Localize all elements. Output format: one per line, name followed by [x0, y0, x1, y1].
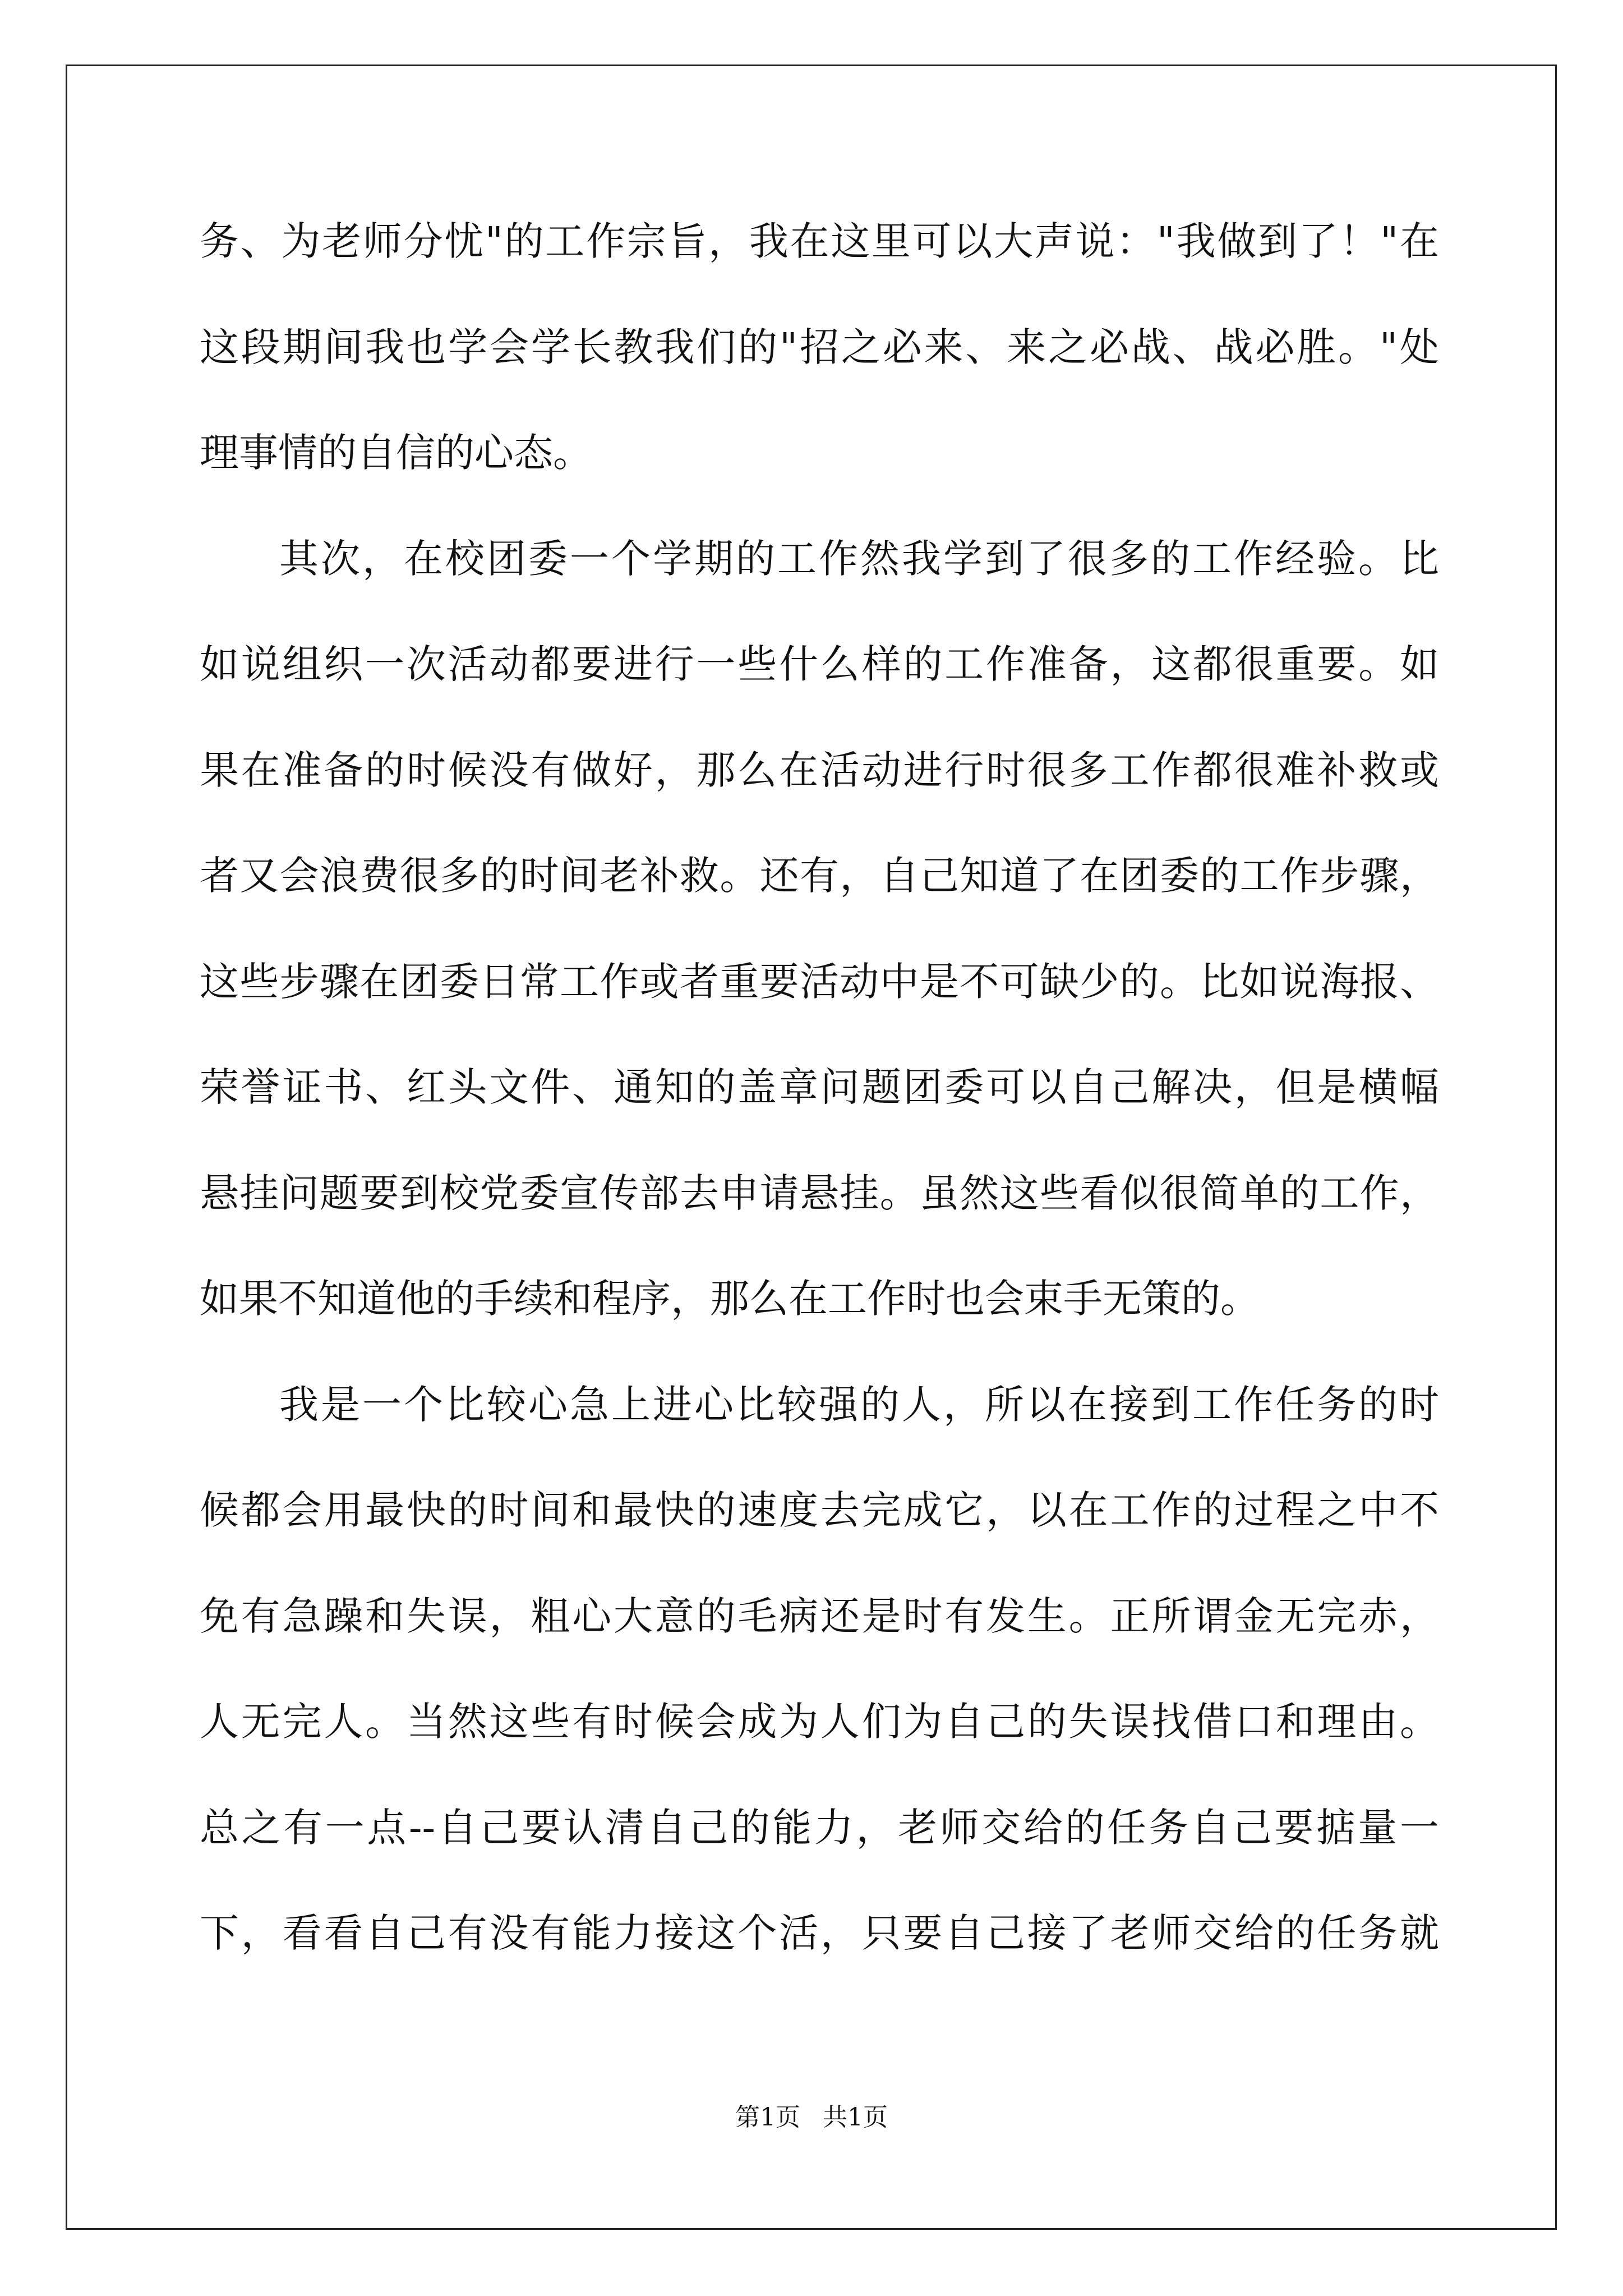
text-line: 果在准备的时候没有做好，那么在活动进行时很多工作都很难补救或 — [200, 747, 1439, 793]
page-footer — [0, 2101, 1623, 2134]
page-total: 共1页 — [823, 2103, 888, 2132]
text-line: 如果不知道他的手续和程序，那么在工作时也会束手无策的。 — [200, 1276, 1260, 1322]
text-line: 如说组织一次活动都要进行一些什么样的工作准备，这都很重要。如 — [200, 641, 1439, 687]
paragraph-first-line: 其次，在校团委一个学期的工作然我学到了很多的工作经验。比 — [279, 535, 1439, 582]
text-line: 务、为老师分忧"的工作宗旨，我在这里可以大声说："我做到了！"在 — [200, 218, 1439, 264]
text-line: 理事情的自信的心态。 — [200, 430, 592, 476]
text-line: 这段期间我也学会学长教我们的"招之必来、来之必战、战必胜。"处 — [200, 324, 1439, 370]
text-line: 下，看看自己有没有能力接这个活，只要自己接了老师交给的任务就 — [200, 1910, 1439, 1956]
paragraph-first-line: 我是一个比较心急上进心比较强的人，所以在接到工作任务的时 — [279, 1381, 1439, 1428]
document-body — [200, 213, 1439, 2011]
text-line: 人无完人。当然这些有时候会成为人们为自己的失误找借口和理由。 — [200, 1699, 1439, 1745]
text-line: 候都会用最快的时间和最快的速度去完成它，以在工作的过程之中不 — [200, 1487, 1439, 1533]
text-line: 者又会浪费很多的时间老补救。还有，自己知道了在团委的工作步骤， — [200, 853, 1439, 899]
text-line: 这些步骤在团委日常工作或者重要活动中是不可缺少的。比如说海报、 — [200, 958, 1439, 1005]
text-line: 总之有一点--自己要认清自己的能力，老师交给的任务自己要掂量一 — [200, 1804, 1439, 1851]
text-line: 免有急躁和失误，粗心大意的毛病还是时有发生。正所谓金无完赤， — [200, 1593, 1439, 1639]
page-number: 第1页 — [735, 2103, 800, 2132]
text-line: 悬挂问题要到校党委宣传部去申请悬挂。虽然这些看似很简单的工作， — [200, 1170, 1439, 1216]
text-line: 荣誉证书、红头文件、通知的盖章问题团委可以自己解决，但是横幅 — [200, 1064, 1439, 1110]
